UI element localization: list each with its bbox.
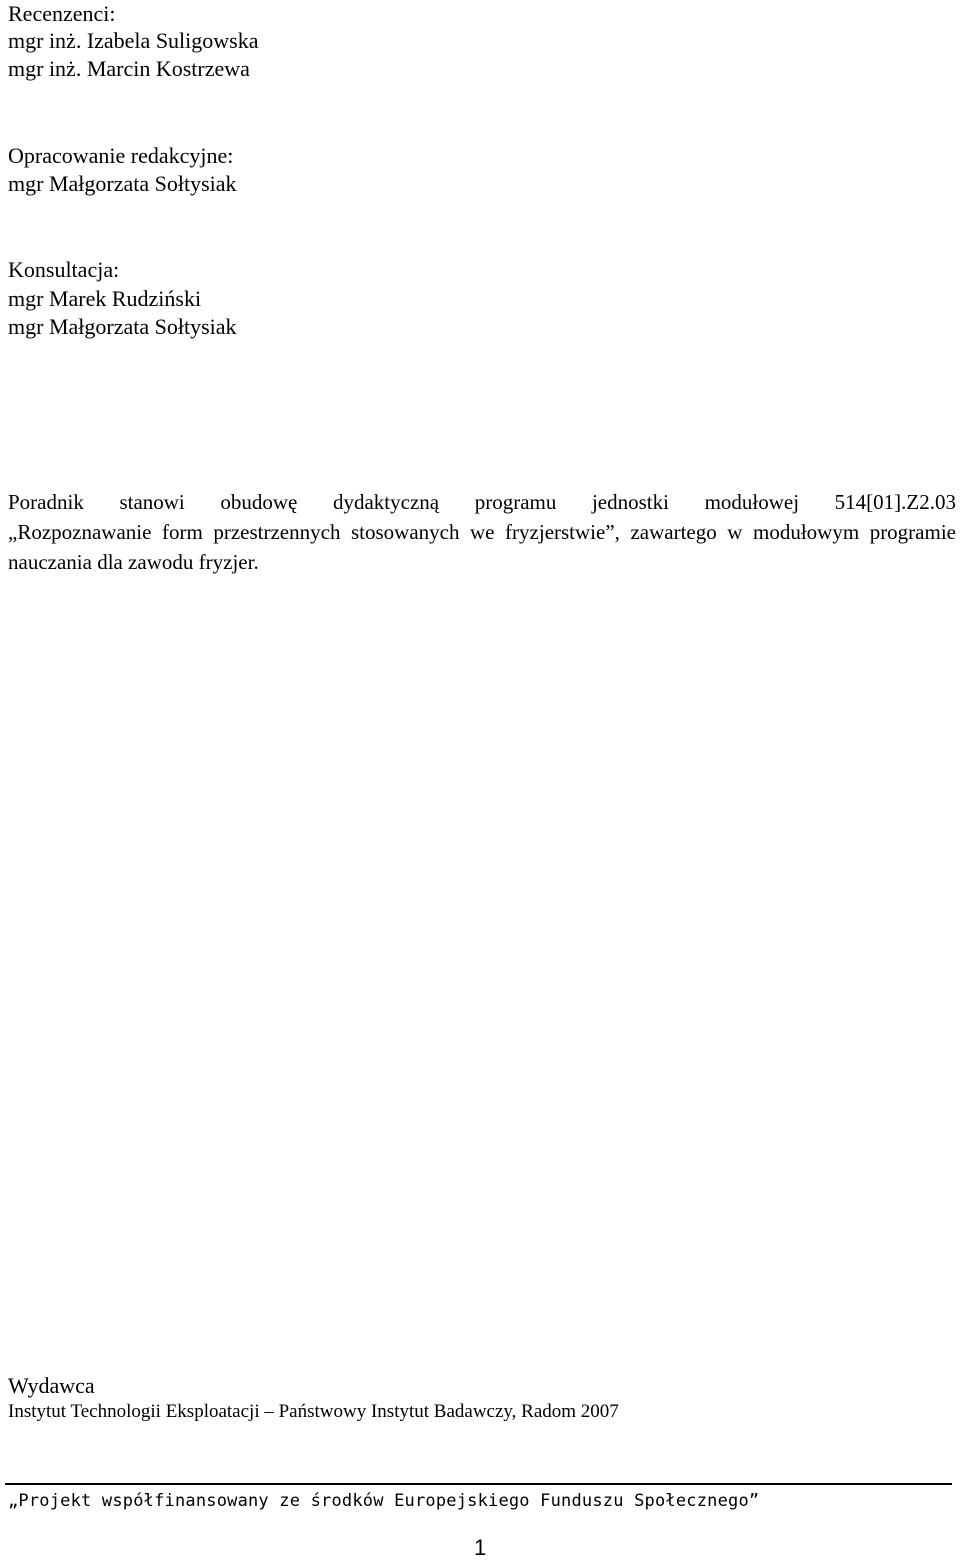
consultant-name: mgr Małgorzata Sołtysiak — [8, 314, 237, 339]
consultation-heading: Konsultacja: — [8, 257, 120, 282]
reviewers-heading: Recenzenci: — [8, 1, 116, 26]
publisher-label: Wydawca — [8, 1373, 95, 1398]
page-number: 1 — [474, 1535, 487, 1560]
funding-note: „Projekt współfinansowany ze środków Europejskiego Funduszu Społecznego” — [8, 1491, 760, 1511]
publisher-name: Instytut Technologii Eksploatacji – Państwowy Instytut Badawczy, Radom 2007 — [8, 1401, 619, 1422]
description-rest: „Rozpoznawanie form przestrzennych stosowanych we fryzjerstwie”, zawartego w modułowym programie nauczania dla zawodu fryzjer. — [8, 520, 956, 574]
editing-heading: Opracowanie redakcyjne: — [8, 143, 234, 168]
description-first-line: Poradnik stanowi obudowę dydaktyczną programu jednostki modułowej 514[01].Z2.03 — [8, 490, 956, 514]
consultant-name: mgr Marek Rudziński — [8, 286, 202, 311]
footer-divider — [5, 1483, 952, 1485]
reviewer-name: mgr inż. Izabela Suligowska — [8, 28, 259, 53]
reviewer-name: mgr inż. Marcin Kostrzewa — [8, 56, 250, 81]
description-paragraph — [8, 487, 956, 577]
editor-name: mgr Małgorzata Sołtysiak — [8, 171, 237, 196]
